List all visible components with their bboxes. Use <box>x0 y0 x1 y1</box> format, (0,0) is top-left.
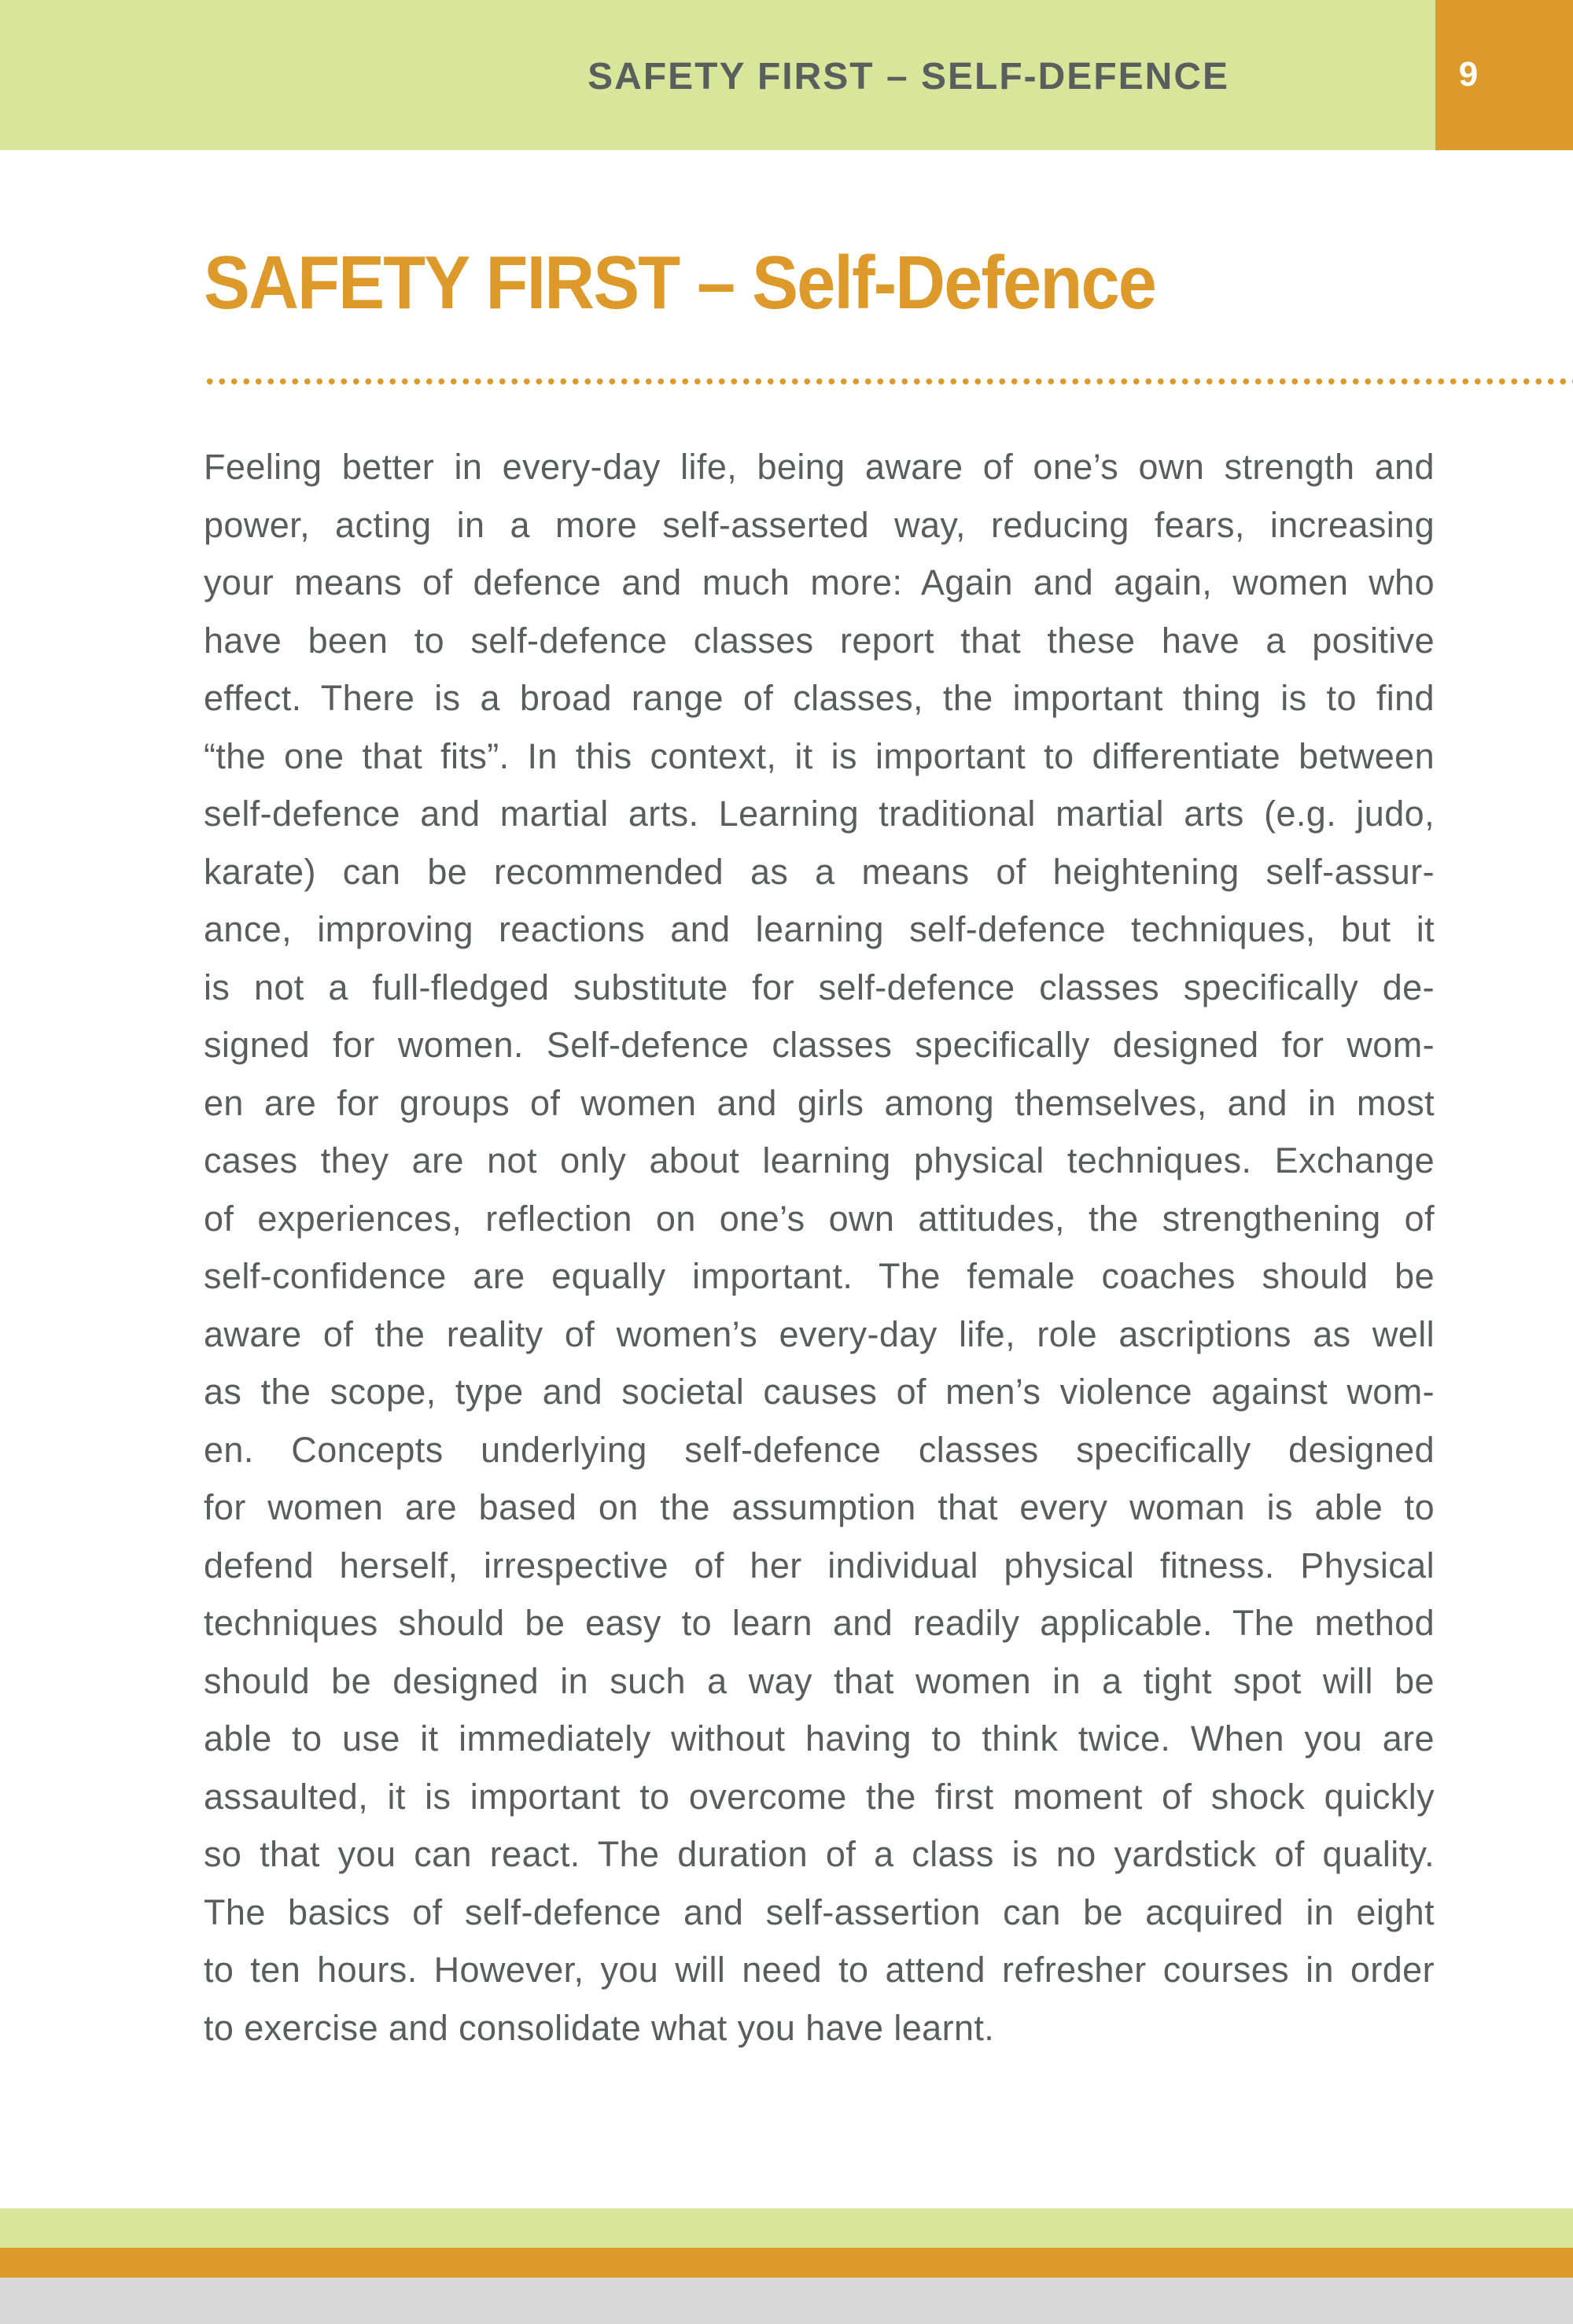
footer-band-orange <box>0 2248 1573 2278</box>
body-line: self-defence and martial arts. Learning traditional martial arts (e.g. judo, <box>204 794 1435 834</box>
body-line: aware of the reality of women’s every-day life, role ascriptions as well <box>204 1313 1435 1354</box>
body-line: of experiences, reflection on one’s own attitudes, the strengthening of <box>204 1198 1435 1239</box>
body-paragraph <box>204 438 1435 2057</box>
body-line: Feeling better in every-day life, being aware of one’s own strength and <box>204 447 1435 487</box>
page-number: 9 <box>1458 55 1479 94</box>
page-title: SAFETY FIRST – Self-Defence <box>204 241 1156 325</box>
body-line: for women are based on the assumption that every woman is able to <box>204 1487 1435 1527</box>
running-header-title: SAFETY FIRST – SELF-DEFENCE <box>588 56 1229 98</box>
dotted-divider <box>204 378 1573 385</box>
body-line: to exercise and consolidate what you have learnt. <box>204 2007 995 2048</box>
body-line: en are for groups of women and girls among themselves, and in most <box>204 1082 1435 1123</box>
body-line: cases they are not only about learning physical techniques. Exchange <box>204 1140 1435 1180</box>
page-number-box <box>1435 0 1573 150</box>
body-line: signed for women. Self-defence classes specifically designed for wom- <box>204 1025 1435 1065</box>
body-line: karate) can be recommended as a means of heightening self-assur- <box>204 851 1435 892</box>
body-line: have been to self-defence classes report that these have a positive <box>204 620 1435 661</box>
footer-band-grey <box>0 2278 1573 2324</box>
body-line: should be designed in such a way that women in a tight spot will be <box>204 1660 1435 1701</box>
body-line: ance, improving reactions and learning self-defence techniques, but it <box>204 909 1435 949</box>
header-band <box>0 0 1435 150</box>
footer-band-green <box>0 2208 1573 2248</box>
body-line: as the scope, type and societal causes of men’s violence against wom- <box>204 1372 1435 1412</box>
body-line: The basics of self-defence and self-assertion can be acquired in eight <box>204 1891 1435 1932</box>
body-line: power, acting in a more self-asserted way, reducing fears, increasing <box>204 504 1435 545</box>
body-line: to ten hours. However, you will need to attend refresher courses in order <box>204 1950 1435 1990</box>
body-line: techniques should be easy to learn and readily applicable. The method <box>204 1603 1435 1643</box>
body-line: is not a full-fledged substitute for self-defence classes specifically de- <box>204 967 1435 1007</box>
body-line: assaulted, it is important to overcome the first moment of shock quickly <box>204 1776 1435 1817</box>
body-line: so that you can react. The duration of a class is no yardstick of quality. <box>204 1834 1435 1874</box>
body-line: en. Concepts underlying self-defence classes specifically designed <box>204 1429 1435 1470</box>
body-line: defend herself, irrespective of her individual physical fitness. Physical <box>204 1545 1435 1586</box>
body-line: your means of defence and much more: Again and again, women who <box>204 562 1435 602</box>
body-line: “the one that fits”. In this context, it is important to differentiate between <box>204 735 1435 776</box>
body-line: effect. There is a broad range of classes, the important thing is to find <box>204 678 1435 718</box>
body-line: self-confidence are equally important. The female coaches should be <box>204 1256 1435 1296</box>
body-line: able to use it immediately without having to think twice. When you are <box>204 1718 1435 1759</box>
